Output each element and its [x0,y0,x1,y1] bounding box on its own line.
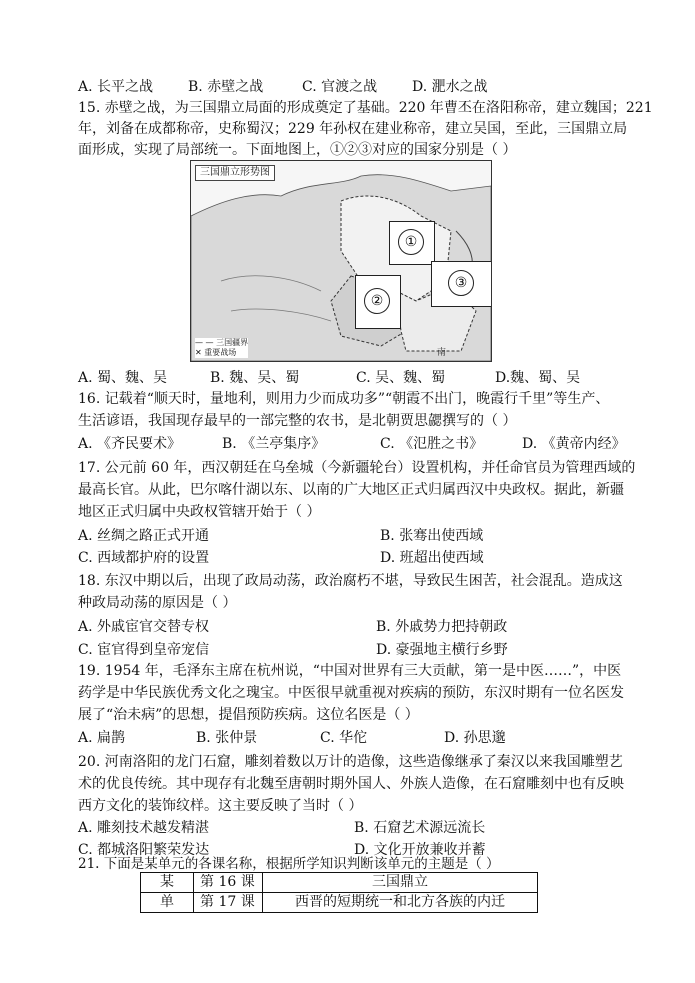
table-cell-side: 某 [141,873,194,893]
q17-stem-line: 地区正式归属中央政权管辖开始于（ ） [78,504,321,520]
map-label-box-3 [431,261,492,307]
q18-option-a[interactable]: A. 外戚宦官交替专权 [78,619,210,635]
q20-stem-line: 术的优良传统。其中现存有北魏至唐朝时期外国人、外族人造像，在石窟雕刻中也有反映 [78,776,624,792]
unit-lesson-table [140,872,538,913]
q16-option-a[interactable]: A. 《齐民要术》 [78,436,182,452]
table-cell-title: 西晋的短期统一和北方各族的内迁 [263,893,538,913]
q15-option-a[interactable]: A. 蜀、魏、吴 [78,370,168,386]
q20-stem-line: 20. 河南洛阳的龙门石窟，雕刻着数以万计的造像，这些造像继承了秦汉以来我国雕塑艺 [78,754,623,770]
q15-option-c[interactable]: C. 吴、魏、蜀 [356,370,446,386]
three-kingdoms-map [190,160,492,362]
table-row [141,873,538,893]
q18-option-c[interactable]: C. 宦官得到皇帝宠信 [78,642,210,658]
battle-legend-icon: ✕ [195,348,205,357]
table-cell-lesson: 第 16 课 [194,873,263,893]
q20-option-b[interactable]: B. 石窟艺术源远流长 [354,820,486,836]
q17-option-b[interactable]: B. 张骞出使西域 [380,528,484,544]
q14-option-c[interactable]: C. 官渡之战 [302,79,378,95]
table-cell-title: 三国鼎立 [263,873,538,893]
q18-option-d[interactable]: D. 豪强地主横行乡野 [376,642,508,658]
map-label-box-1 [389,221,435,265]
table-row [141,893,538,913]
q16-option-c[interactable]: C. 《氾胜之书》 [380,436,484,452]
table-cell-side: 单 [141,893,194,913]
q14-option-b[interactable]: B. 赤壁之战 [188,79,264,95]
q20-option-d[interactable]: D. 文化开放兼收并蓄 [354,842,486,858]
border-legend-icon: — — [195,338,217,347]
q16-stem-line: 生活谚语，我国现存最早的一部完整的农书，是北朝贾思勰撰写的（ ） [78,413,517,429]
sea-label: 南 [437,348,447,358]
map-legend: — — 三国疆界 ✕ 重要战场 [195,338,249,357]
q18-option-b[interactable]: B. 外戚势力把持朝政 [376,619,508,635]
q20-option-a[interactable]: A. 雕刻技术越发精湛 [78,820,210,836]
q18-stem-line: 种政局动荡的原因是（ ） [78,595,237,611]
q20-stem-line: 西方文化的装饰纹样。这主要反映了当时（ ） [78,798,363,814]
q15-stem-line: 面形成，实现了局部统一。下面地图上，①②③对应的国家分别是（ ） [78,142,517,158]
q16-option-d[interactable]: D. 《黄帝内经》 [522,436,626,452]
map-label-3: ③ [448,270,474,296]
table-cell-lesson: 第 17 课 [194,893,263,913]
q15-stem-line: 15. 赤壁之战，为三国鼎立局面的形成奠定了基础。220 年曹丕在洛阳称帝，建立魏国；221 [78,100,653,116]
q14-option-a[interactable]: A. 长平之战 [78,79,154,95]
q20-option-c[interactable]: C. 都城洛阳繁荣发达 [78,842,210,858]
q15-option-d[interactable]: D.魏、蜀、吴 [495,370,581,386]
map-label-2: ② [364,288,390,314]
map-label-box-2 [355,275,401,329]
q17-option-a[interactable]: A. 丝绸之路正式开通 [78,528,210,544]
q19-stem-line: 药学是中华民族优秀文化之瑰宝。中医很早就重视对疾病的预防，东汉时期有一位名医发 [78,685,624,701]
q19-stem-line: 19. 1954 年，毛泽东主席在杭州说，“中国对世界有三大贡献，第一是中医……”，中医 [78,663,622,679]
q19-option-b[interactable]: B. 张仲景 [196,730,258,746]
q19-option-a[interactable]: A. 扁鹊 [78,730,126,746]
q17-stem-line: 最高长官。从此，巴尔喀什湖以东、以南的广大地区正式归属西汉中央政权。据此，新疆 [78,482,624,498]
q17-stem-line: 17. 公元前 60 年，西汉朝廷在乌垒城（今新疆轮台）设置机构，并任命官员为管理西域的 [78,460,636,476]
q19-stem-line: 展了“治未病”的思想，提倡预防疾病。这位名医是（ ） [78,707,419,723]
q17-option-d[interactable]: D. 班超出使西域 [380,550,484,566]
q21-stem-line: 21. 下面是某单元的各课名称，根据所学知识判断该单元的主题是（ ） [78,856,500,872]
q15-option-b[interactable]: B. 魏、吴、蜀 [210,370,300,386]
q14-option-d[interactable]: D. 淝水之战 [412,79,488,95]
q18-stem-line: 18. 东汉中期以后，出现了政局动荡，政治腐朽不堪，导致民生困苦，社会混乱。造成这 [78,573,623,589]
q19-option-c[interactable]: C. 华佗 [320,730,368,746]
map-title: 三国鼎立形势图 [195,165,275,181]
q15-stem-line: 年，刘备在成都称帝，史称蜀汉；229 年孙权在建业称帝，建立吴国，至此，三国鼎立局 [78,121,628,137]
q16-option-b[interactable]: B. 《兰亭集序》 [222,436,326,452]
q17-option-c[interactable]: C. 西域都护府的设置 [78,550,210,566]
q16-stem-line: 16. 记载着“顺天时，量地利，则用力少而成功多”“朝霞不出门，晚霞行千里”等生产、 [78,391,610,407]
map-label-1: ① [398,229,424,255]
q19-option-d[interactable]: D. 孙思邈 [444,730,506,746]
